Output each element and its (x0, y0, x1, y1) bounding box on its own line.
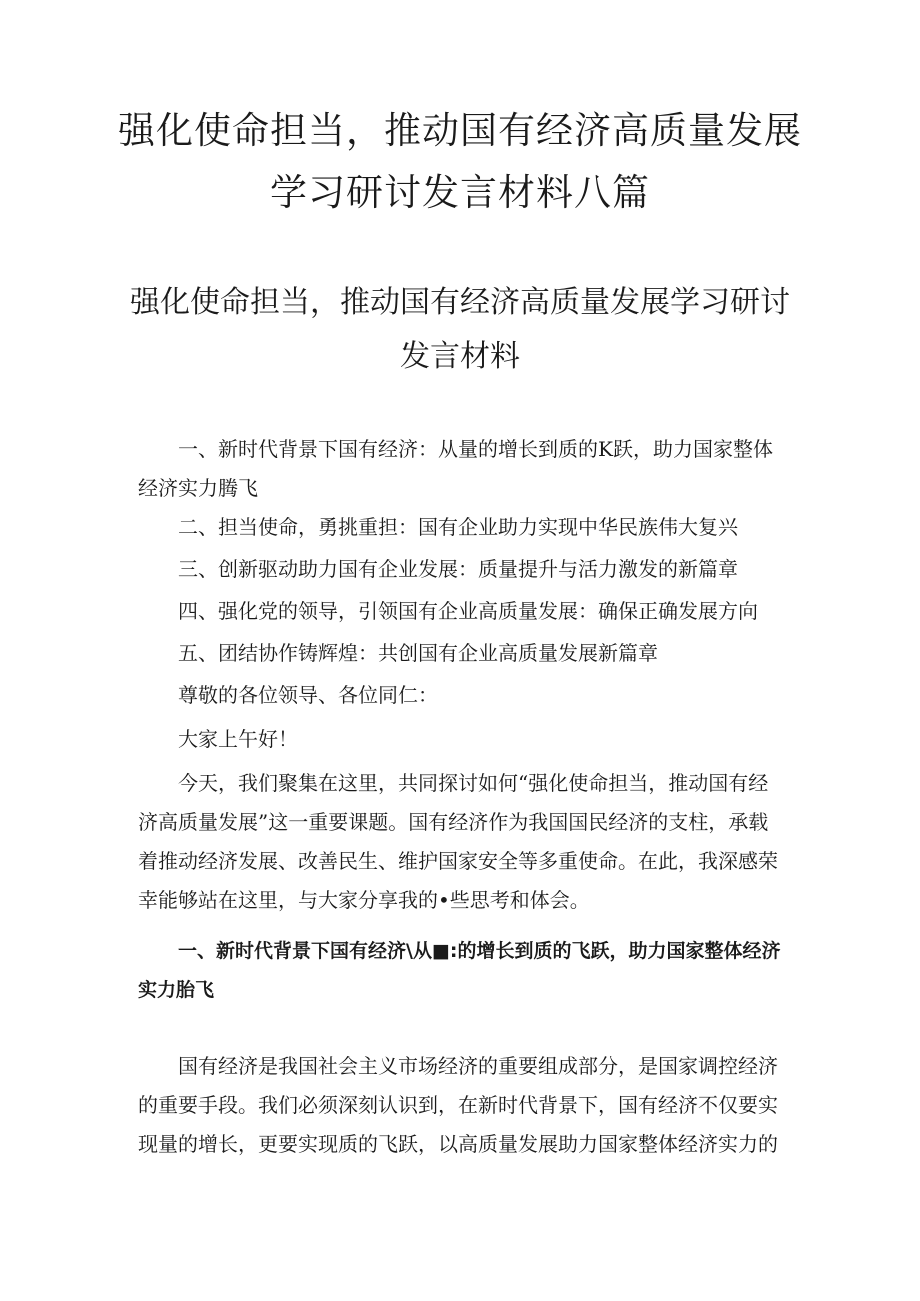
sub-title (110, 276, 810, 384)
greeting: 大家上午好！ (178, 727, 298, 751)
section-paragraph: 国有经济是我国社会主义市场经济的重要组成部分，是国家调控经济的重要手段。我们必须深刻认识到，在新时代背景下，国有经济不仅要实现量的增长，更要实现质的飞跃，以高质量发展助力国家整体经济实力的 (138, 1054, 778, 1156)
outline-item-5: 五、团结协作铸辉煌：共创国有企业高质量发展新篇章 (178, 641, 658, 665)
main-title-line-1: 强化使命担当，推动国有经济高质量发展 (118, 109, 802, 152)
outline-item-2: 二、担当使命，勇挑重担：国有企业助力实现中华民族伟大复兴 (178, 515, 738, 539)
section-heading: 一、新时代背景下国有经济\从■:的增长到质的飞跃，助力国家整体经济实力胎飞 (138, 940, 781, 1001)
outline-item-4: 四、强化党的领导，引领国有企业高质量发展：确保正确发展方向 (178, 599, 758, 623)
outline-item-3: 三、创新驱动助力国有企业发展：质量提升与活力激发的新篇章 (178, 557, 738, 581)
sub-title-line-1: 强化使命担当，推动国有经济高质量发展学习研讨 (130, 285, 790, 320)
sub-title-line-2: 发言材料 (400, 339, 520, 374)
main-title (100, 100, 820, 224)
outline-item-1: 一、新时代背景下国有经济：从量的增长到质的K跃，助力国家整体经济实力腾飞 (138, 437, 773, 500)
main-title-line-2: 学习研讨发言材料八篇 (270, 171, 650, 214)
outline-list (138, 430, 788, 920)
intro-paragraph: 今天，我们聚集在这里，共同探讨如何“强化使命担当，推动国有经济高质量发展”这一重要课题。国有经济作为我国国民经济的支柱，承载着推动经济发展、改善民生、维护国家安全等多重使命。在此，我深感荣幸能够站在这里，与大家分享我的•些思考和体会。 (138, 771, 778, 912)
salutation: 尊敬的各位领导、各位同仁： (178, 683, 438, 707)
